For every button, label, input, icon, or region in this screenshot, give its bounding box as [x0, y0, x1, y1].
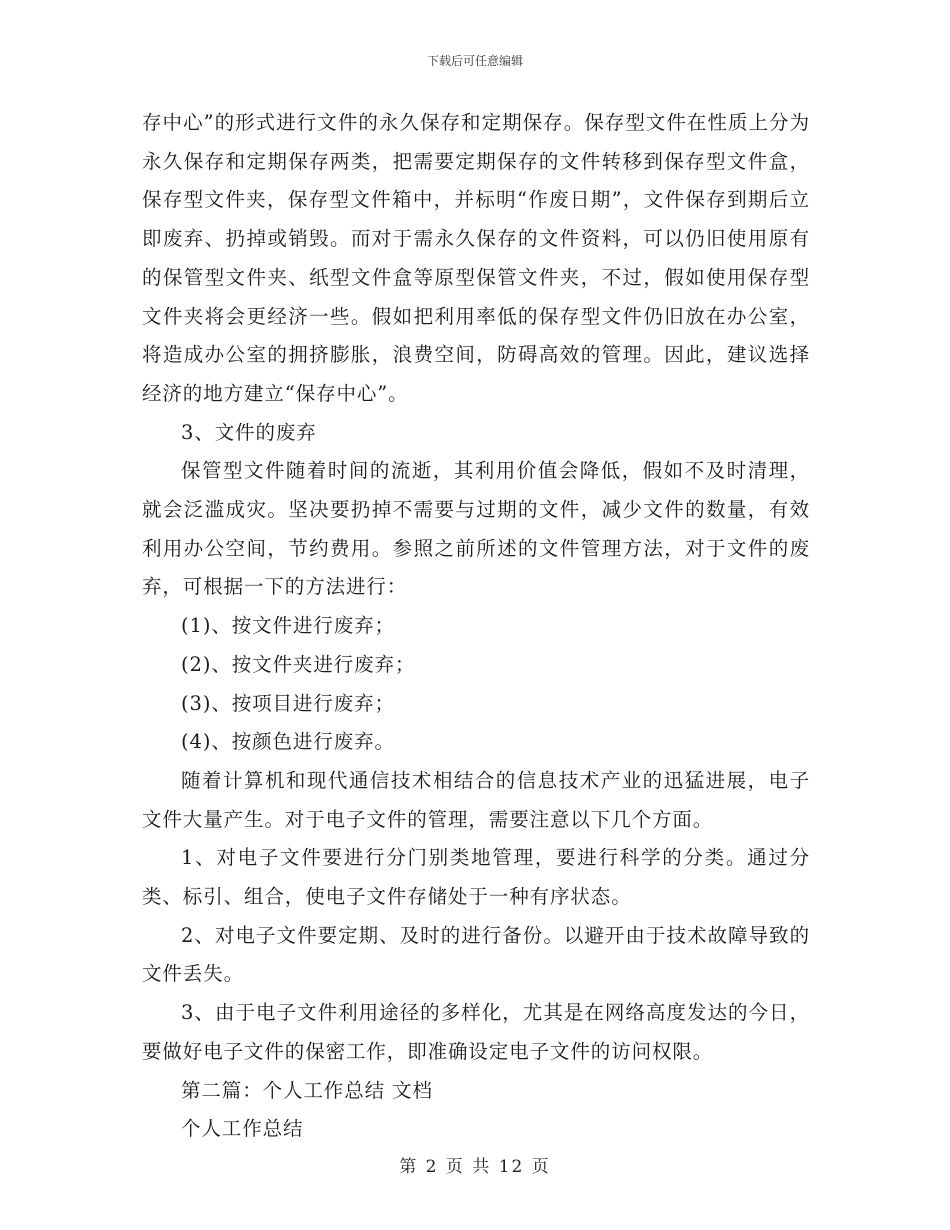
paragraph: 保管型文件随着时间的流逝，其利用价值会降低，假如不及时清理，就会泛滥成灾。坚决要扔掉不需要与过期的文件，减少文件的数量，有效利用办公空间，节约费用。参照之前所述的文件管理方法，对于文件的废弃，可根据一下的方法进行：: [142, 459, 810, 599]
paragraph: 2、对电子文件要定期、及时的进行备份。以避开由于技术故障导致的文件丢失。: [142, 923, 810, 986]
list-item: (3)、按项目进行废弃；: [181, 691, 395, 715]
paragraph: 3、由于电子文件利用途径的多样化，尤其是在网络高度发达的今日，要做好电子文件的保密工作，即准确设定电子文件的访问权限。: [142, 1001, 810, 1063]
page-header: 下载后可任意编辑: [426, 54, 523, 68]
section-heading: 第二篇：个人工作总结 文档: [181, 1078, 433, 1102]
list-item: (2)、按文件夹进行废弃；: [181, 652, 416, 676]
document-body: [142, 104, 810, 1149]
paragraph: 1、对电子文件要进行分门别类地管理，要进行科学的分类。通过分类、标引、组合，使电子文件存储处于一种有序状态。: [142, 846, 810, 909]
list-item: (1)、按文件进行废弃；: [181, 614, 395, 638]
section-heading: 3、文件的废弃: [181, 420, 317, 444]
section-heading: 个人工作总结: [181, 1117, 304, 1141]
page-number: 第 2 页 共 12 页: [399, 1157, 551, 1177]
paragraph: 随着计算机和现代通信技术相结合的信息技术产业的迅猛进展，电子文件大量产生。对于电子文件的管理，需要注意以下几个方面。: [142, 768, 810, 831]
list-item: (4)、按颜色进行废弃。: [181, 730, 395, 754]
paragraph: 存中心”的形式进行文件的永久保存和定期保存。保存型文件在性质上分为永久保存和定期保存两类，把需要定期保存的文件转移到保存型文件盒，保存型文件夹，保存型文件箱中，并标明“作废日期”，文件保存到期后立即废弃、扔掉或销毁。而对于需永久保存的文件资料，可以仍旧使用原有的保管型文件夹、纸型文件盒等原型保管文件夹，不过，假如使用保存型文件夹将会更经济一些。假如把利用率低的保存型文件仍旧放在办公室，将造成办公室的拥挤膨胀，浪费空间，防碍高效的管理。因此，建议选择经济的地方建立“保存中心”。: [142, 111, 810, 405]
